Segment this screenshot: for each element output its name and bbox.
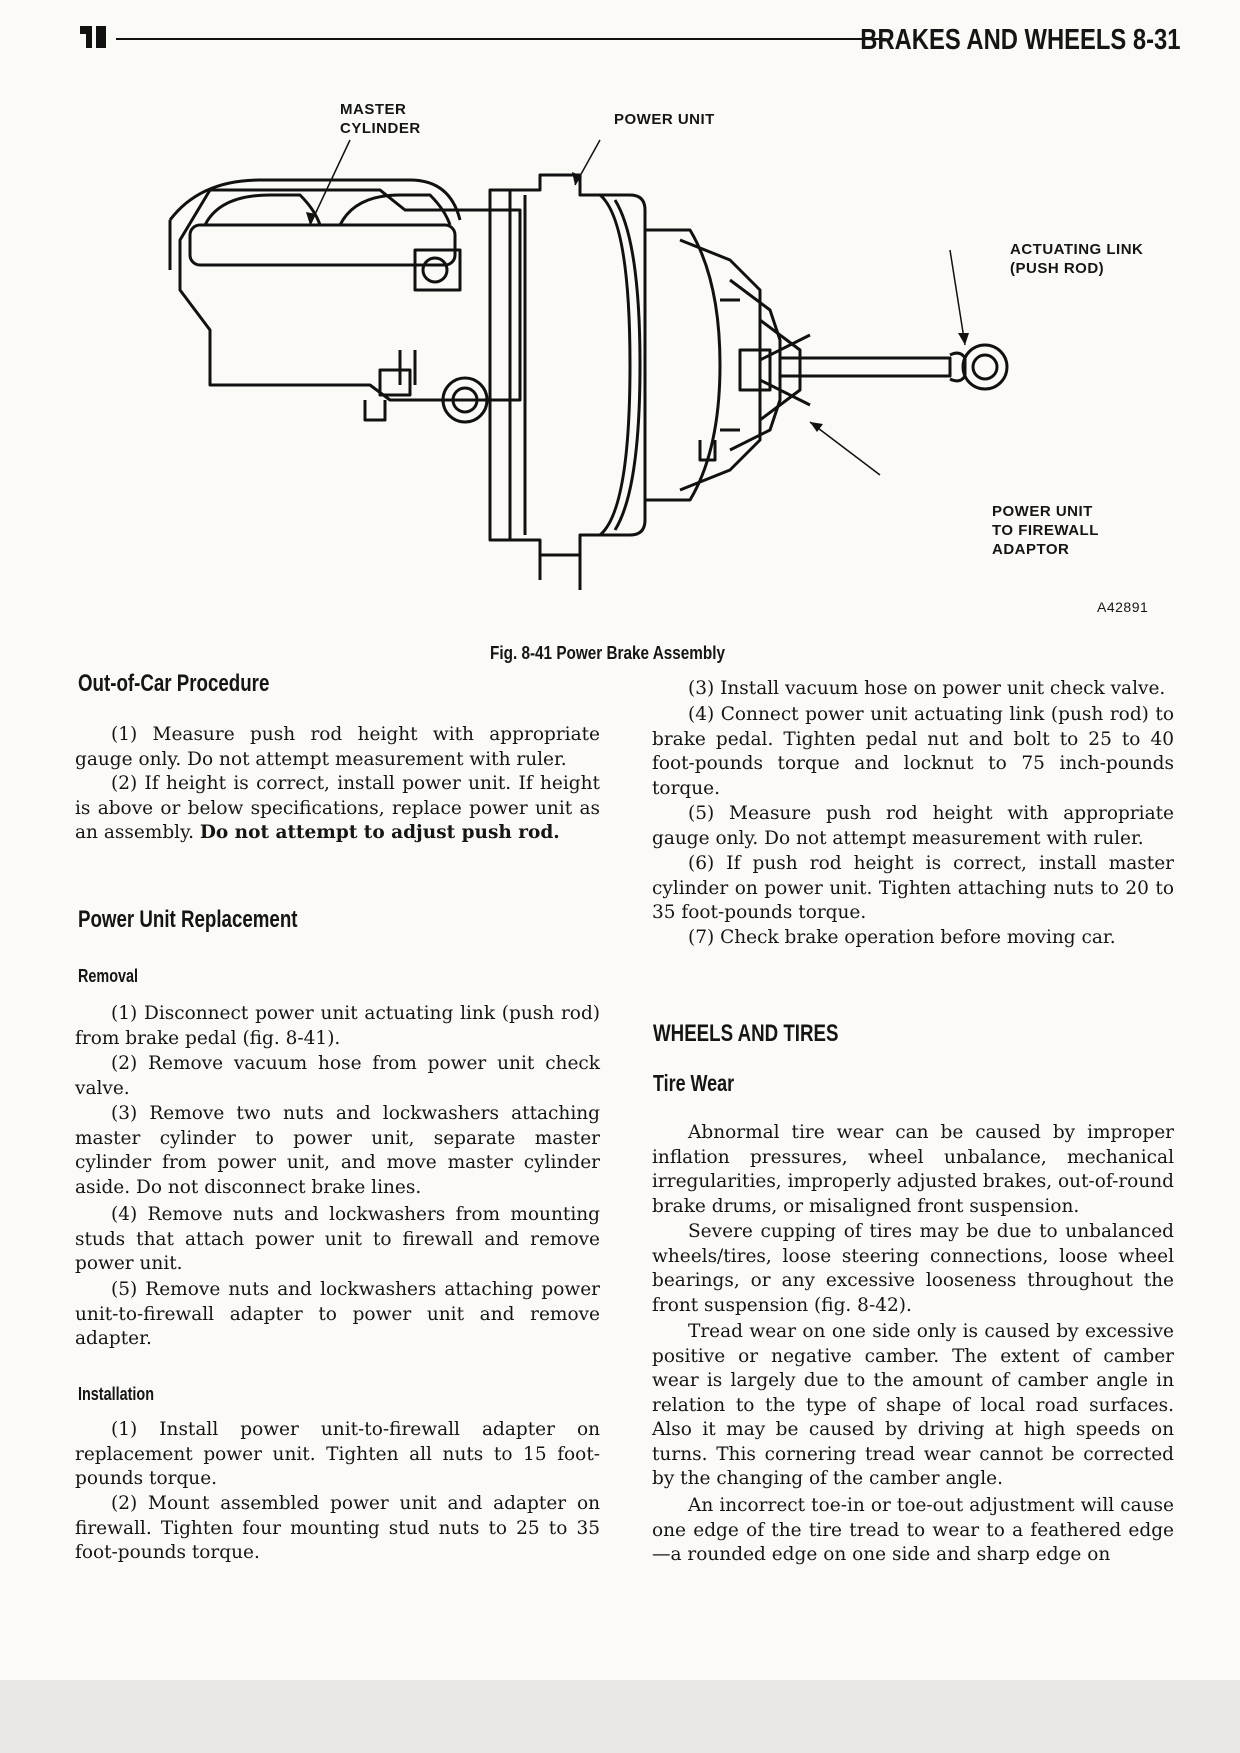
heading-removal: Removal: [78, 966, 139, 986]
installation-step-2: (2) Mount assembled power unit and adapter on firewall. Tighten four mounting stud nuts to 25 to 35 foot-pounds torque.: [75, 1493, 600, 1563]
label-actuating-link: [1010, 240, 1143, 278]
installation-step-6: (6) If push rod height is correct, install master cylinder on power unit. Tighten attaching nuts to 20 to 35 foot-pounds torque.: [652, 853, 1174, 923]
page-header-title: BRAKES AND WHEELS 8-31: [859, 24, 1180, 56]
label-master-cylinder-line1: MASTER: [340, 101, 407, 118]
scan-bottom-margin: [0, 1680, 1240, 1753]
label-power-unit: POWER UNIT: [614, 111, 715, 128]
label-adaptor-line3: ADAPTOR: [992, 541, 1070, 558]
figure-reference-code: A42891: [1097, 599, 1149, 615]
removal-step-3: (3) Remove two nuts and lockwashers attaching master cylinder to power unit, separate master cylinder from power unit, and move master cylinder aside. Do not disconnect brake lines.: [75, 1103, 600, 1198]
installation-step-7: (7) Check brake operation before moving car.: [688, 927, 1116, 948]
removal-step-4: (4) Remove nuts and lockwashers from mounting studs that attach power unit to firewall and remove power unit.: [75, 1204, 600, 1274]
tire-wear-paragraph-1: Abnormal tire wear can be caused by improper inflation pressures, wheel unbalance, mechanical irregularities, improperly adjusted brakes, out-of-round brake drums, or misaligned front suspension.: [652, 1122, 1174, 1217]
installation-step-3: (3) Install vacuum hose on power unit check valve.: [688, 678, 1166, 699]
label-actuating-link-line1: ACTUATING LINK: [1010, 241, 1144, 258]
heading-power-unit-replacement: Power Unit Replacement: [78, 906, 298, 933]
label-adaptor-line2: TO FIREWALL: [992, 522, 1099, 539]
installation-step-5: (5) Measure push rod height with appropriate gauge only. Do not attempt measurement with ruler.: [652, 803, 1174, 849]
header-rule: [116, 38, 886, 40]
out-of-car-step-1: (1) Measure push rod height with appropriate gauge only. Do not attempt measurement with ruler.: [75, 724, 600, 770]
label-adaptor-line1: POWER UNIT: [992, 503, 1093, 520]
label-firewall-adaptor: [992, 502, 1099, 559]
removal-step-5: (5) Remove nuts and lockwashers attaching power unit-to-firewall adapter to power unit and remove adapter.: [75, 1279, 600, 1349]
removal-step-2: (2) Remove vacuum hose from power unit check valve.: [75, 1053, 600, 1099]
out-of-car-step-2: [75, 772, 600, 846]
label-actuating-link-line2: (PUSH ROD): [1010, 260, 1105, 277]
power-brake-assembly-diagram: [160, 100, 1160, 620]
manufacturer-logo-icon: [80, 26, 110, 48]
out-of-car-step-2-warning: Do not attempt to adjust push rod.: [199, 822, 560, 843]
tire-wear-paragraph-3: Tread wear on one side only is caused by excessive positive or negative camber. The extent of camber wear is largely due to the amount of camber angle in relation to the type of shape of local road surfaces. Also it may be caused by driving at high speeds on turns. This cornering tread wear cannot be corrected by the changing of the camber angle.: [652, 1321, 1174, 1489]
removal-step-1: (1) Disconnect power unit actuating link (push rod) from brake pedal (fig. 8-41).: [75, 1003, 600, 1049]
heading-tire-wear: Tire Wear: [653, 1070, 735, 1096]
installation-step-4: (4) Connect power unit actuating link (push rod) to brake pedal. Tighten pedal nut and bolt to 25 to 40 foot-pounds torque and locknut to 75 inch-pounds torque.: [652, 704, 1174, 799]
figure-caption: Fig. 8-41 Power Brake Assembly: [490, 643, 725, 663]
tire-wear-paragraph-4: An incorrect toe-in or toe-out adjustment will cause one edge of the tire tread to wear to a feathered edge—a rounded edge on one side and sharp edge on: [652, 1495, 1174, 1565]
heading-installation: Installation: [78, 1384, 155, 1404]
tire-wear-paragraph-2: Severe cupping of tires may be due to unbalanced wheels/tires, loose steering connections, loose wheel bearings, or any excessive looseness throughout the front suspension (fig. 8-42).: [652, 1221, 1174, 1316]
label-master-cylinder: [340, 100, 421, 138]
out-of-car-step-2-text: (2) If height is correct, install power unit. If height is above or below specifications, replace power unit as an assembly.: [75, 773, 600, 843]
installation-step-1: (1) Install power unit-to-firewall adapter on replacement power unit. Tighten all nuts to 15 foot-pounds torque.: [75, 1419, 600, 1489]
heading-wheels-and-tires: WHEELS AND TIRES: [653, 1020, 839, 1047]
label-master-cylinder-line2: CYLINDER: [340, 120, 421, 137]
heading-out-of-car-procedure: Out-of-Car Procedure: [78, 670, 270, 697]
